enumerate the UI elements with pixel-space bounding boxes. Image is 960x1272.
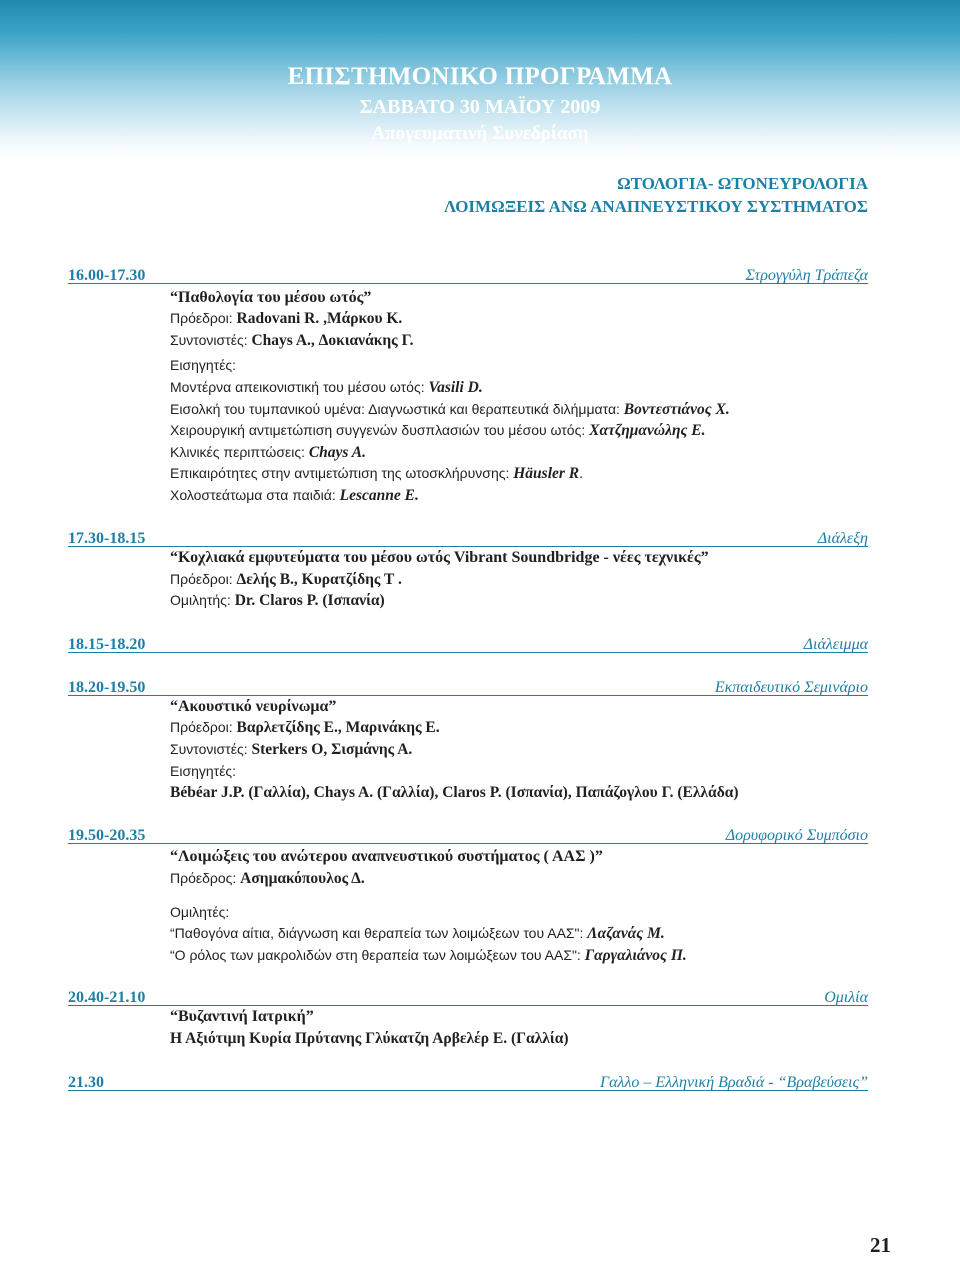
talk-line: Χολοστεάτωμα στα παιδιά: Lescanne E. — [170, 487, 419, 504]
chairs-line: Πρόεδροι: Radovani R. ,Μάρκου Κ. — [170, 310, 403, 327]
session-title: “Παθολογία του μέσου ωτός” — [170, 289, 372, 306]
session-type: Στρογγύλη Τράπεζα — [745, 267, 868, 284]
topic-line-1: ΩΤΟΛΟΓΙΑ- ΩΤΟΝΕΥΡΟΛΟΓΙΑ — [617, 174, 868, 193]
talk-line: “Παθογόνα αίτια, διάγνωση και θεραπεία των λοιμώξεων του ΑΑΣ": Λαζανάς Μ. — [170, 925, 665, 942]
session-title: “Βυζαντινή Ιατρική” — [170, 1008, 314, 1025]
session-header — [68, 1070, 868, 1092]
talk-line: Μοντέρνα απεικονιστική του μέσου ωτός: Vasili D. — [170, 379, 483, 396]
session-time: 16.00-17.30 — [68, 267, 146, 284]
speaker-line: Ομιλητής: Dr. Claros P. (Ισπανία) — [170, 592, 385, 609]
talk-line: “Ο ρόλος των μακρολιδών στη θεραπεία των λοιμώξεων του ΑΑΣ": Γαργαλιάνος Π. — [170, 947, 687, 964]
session-title: “Κοχλιακά εμφυτεύματα του μέσου ωτός Vibrant Soundbridge - νέες τεχνικές” — [170, 549, 709, 566]
session-header — [68, 985, 868, 1007]
session-header — [68, 675, 868, 697]
session-type: Δορυφορικό Συμπόσιο — [725, 827, 868, 844]
talk-line: Κλινικές περιπτώσεις: Chays A. — [170, 444, 366, 461]
program-subtitle: Απογευματινή Συνεδρίαση — [371, 123, 589, 144]
chairs-line: Πρόεδροι: Δελής Β., Κυρατζίδης Τ . — [170, 571, 402, 588]
session-title: “Ακουστικό νευρίνωμα” — [170, 698, 337, 715]
session-time: 18.20-19.50 — [68, 679, 146, 696]
talk-line: Χειρουργική αντιμετώπιση συγγενών δυσπλασιών του μέσου ωτός: Χατζημανώλης Ε. — [170, 422, 706, 439]
program-date: ΣΑΒΒΑΤΟ 30 ΜΑΪΟΥ 2009 — [359, 96, 601, 118]
coordinators-line: Συντονιστές: Sterkers O, Σισμάνης Α. — [170, 741, 413, 758]
session-type: Διάλεξη — [817, 530, 868, 547]
speakers-label: Εισηγητές: — [170, 357, 237, 373]
coordinators-line: Συντονιστές: Chays A., Δοκιανάκης Γ. — [170, 332, 414, 349]
talk-line: Επικαιρότητες στην αντιμετώπιση της ωτοσκλήρυνσης: Häusler R. — [170, 465, 584, 482]
program-title: ΕΠΙΣΤΗΜΟΝΙΚΟ ΠΡΟΓΡΑΜΜΑ — [287, 63, 673, 90]
session-time: 19.50-20.35 — [68, 827, 146, 844]
speakers-label: Ομιλητές: — [170, 904, 230, 920]
page-number: 21 — [870, 1233, 891, 1257]
session-time: 21.30 — [68, 1074, 104, 1091]
talk-line: Εισολκή του τυμπανικού υμένα: Διαγνωστικά και θεραπευτικά διλήμματα: Βοντεστιάνος Χ. — [170, 401, 730, 418]
speakers-label: Εισηγητές: — [170, 763, 237, 779]
session-type: Εκπαιδευτικό Σεμινάριο — [714, 679, 868, 696]
session-title: “Λοιμώξεις του ανώτερου αναπνευστικού συστήματος ( ΑΑΣ )” — [170, 848, 603, 865]
speakers-list: Bébéar J.P. (Γαλλία), Chays A. (Γαλλία), Claros P. (Ισπανία), Παπάζογλου Γ. (Ελλάδα) — [170, 784, 739, 801]
session-header — [68, 263, 868, 285]
session-type: Διάλειμμα — [803, 636, 868, 653]
topic-line-2: ΛΟΙΜΩΞΕΙΣ ΑΝΩ ΑΝΑΠΝΕΥΣΤΙΚΟΥ ΣΥΣΤΗΜΑΤΟΣ — [444, 197, 868, 216]
session-header — [68, 526, 868, 548]
session-type: Ομιλία — [824, 989, 868, 1006]
speaker-line: Η Αξιότιμη Κυρία Πρύτανης Γλύκατζη Αρβελέρ Ε. (Γαλλία) — [170, 1030, 569, 1047]
session-type: Γαλλο – Ελληνική Βραδιά - “Βραβεύσεις” — [600, 1074, 868, 1091]
session-header — [68, 823, 868, 845]
session-time: 18.15-18.20 — [68, 636, 146, 653]
chair-line: Πρόεδρος: Ασημακόπουλος Δ. — [170, 870, 365, 887]
session-time: 17.30-18.15 — [68, 530, 146, 547]
session-header — [68, 632, 868, 654]
session-time: 20.40-21.10 — [68, 989, 146, 1006]
chairs-line: Πρόεδροι: Βαρλετζίδης Ε., Μαρινάκης Ε. — [170, 719, 440, 736]
